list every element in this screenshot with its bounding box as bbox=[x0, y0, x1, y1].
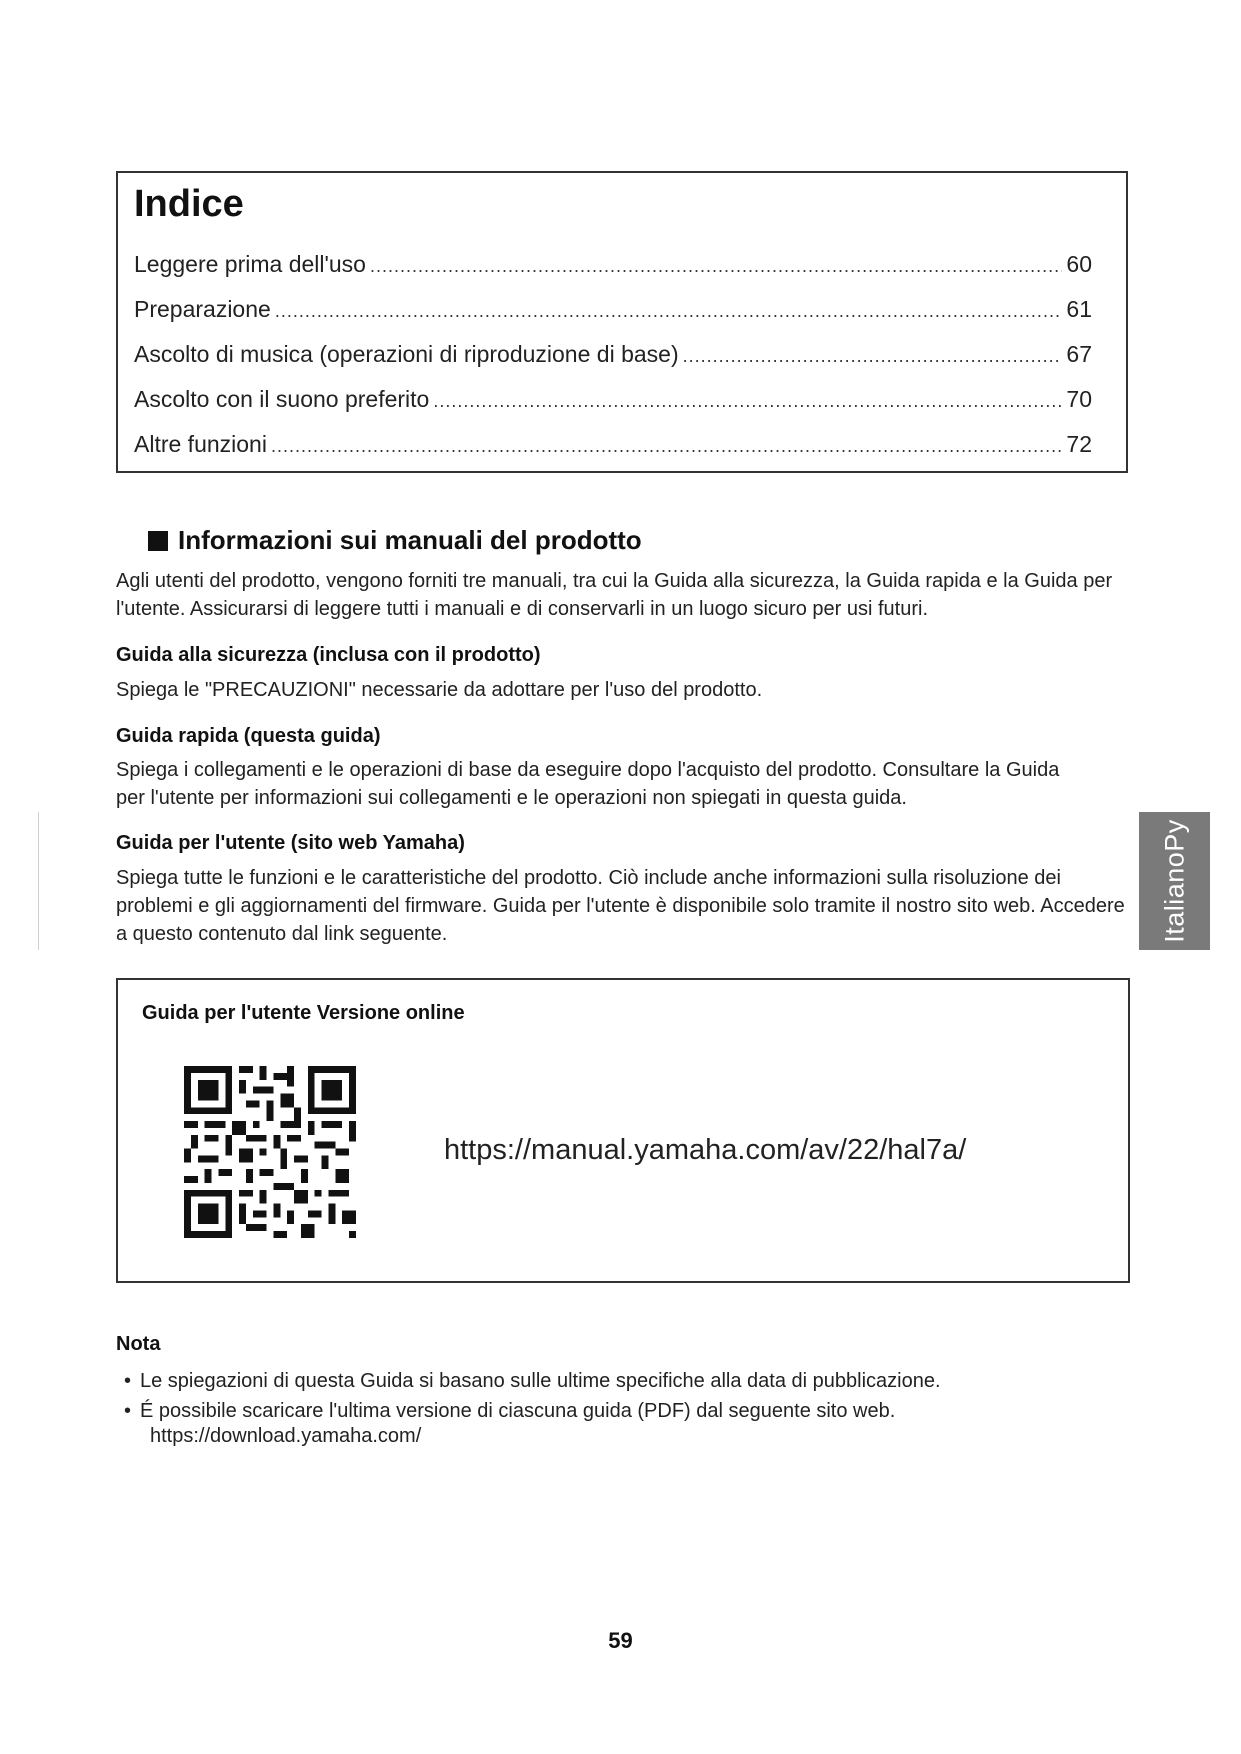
note-item bbox=[124, 1396, 1124, 1426]
qr-code-icon[interactable] bbox=[184, 1066, 356, 1238]
note-item-text: É possibile scaricare l'ultima versione di ciascuna guida (PDF) dal seguente sito web. bbox=[140, 1400, 896, 1422]
online-guide-title: Guida per l'utente Versione online bbox=[142, 1002, 465, 1024]
toc-leader-dots bbox=[275, 301, 1063, 322]
toc-item-label: Altre funzioni bbox=[134, 431, 267, 457]
online-guide-box bbox=[116, 978, 1130, 1283]
download-url[interactable]: https://download.yamaha.com/ bbox=[150, 1425, 422, 1447]
bullet-icon: • bbox=[124, 1400, 132, 1422]
toc-item[interactable] bbox=[134, 386, 1092, 431]
user-guide-text: Spiega tutte le funzioni e le caratteristiche del prodotto. Ciò include anche informazioni sulla risoluzione dei problemi e gli aggiornamenti del firmware. Guida per l'utente è disponibile solo tramite il nostro sito web. Accedere a questo contenuto dal link seguente. bbox=[116, 867, 1125, 945]
toc-item[interactable] bbox=[134, 341, 1092, 386]
toc-item-label: Ascolto con il suono preferito bbox=[134, 386, 430, 412]
toc-item-page: 70 bbox=[1066, 386, 1092, 412]
language-side-tab bbox=[1139, 812, 1210, 950]
margin-line bbox=[38, 812, 39, 950]
toc-item[interactable] bbox=[134, 431, 1092, 476]
toc-title: Indice bbox=[134, 183, 244, 225]
toc-leader-dots bbox=[433, 391, 1062, 412]
safety-guide-text: Spiega le "PRECAUZIONI" necessarie da adottare per l'uso del prodotto. bbox=[116, 679, 763, 701]
toc-list bbox=[134, 251, 1092, 476]
toc-item-page: 60 bbox=[1066, 251, 1092, 277]
toc-item-page: 72 bbox=[1066, 431, 1092, 457]
toc-leader-dots bbox=[370, 256, 1062, 277]
toc-leader-dots bbox=[271, 436, 1062, 457]
toc-item-page: 67 bbox=[1066, 341, 1092, 367]
quick-guide-text: Spiega i collegamenti e le operazioni di base da eseguire dopo l'acquisto del prodotto. Consultare la Guida per l'utente per informazioni sui collegamenti e le operazioni non spiegati in questa guida. bbox=[116, 759, 1060, 809]
toc-item[interactable] bbox=[134, 296, 1092, 341]
toc-item-label: Preparazione bbox=[134, 296, 271, 322]
toc-box bbox=[116, 171, 1128, 473]
square-icon bbox=[148, 531, 168, 551]
page-number: 59 bbox=[608, 1628, 633, 1653]
manuals-intro: Agli utenti del prodotto, vengono forniti tre manuali, tra cui la Guida alla sicurezza, la Guida rapida e la Guida per l'utente. Assicurarsi di leggere tutti i manuali e di conservarli in un luogo sicuro per usi futuri. bbox=[116, 570, 1113, 620]
note-title: Nota bbox=[116, 1333, 161, 1355]
bullet-icon: • bbox=[124, 1370, 132, 1392]
note-list bbox=[124, 1366, 1124, 1426]
note-item bbox=[124, 1366, 1124, 1396]
toc-item-label: Leggere prima dell'uso bbox=[134, 251, 366, 277]
online-guide-url[interactable]: https://manual.yamaha.com/av/22/hal7a/ bbox=[444, 1134, 967, 1166]
quick-guide-title: Guida rapida (questa guida) bbox=[116, 725, 381, 747]
toc-leader-dots bbox=[683, 346, 1063, 367]
toc-item[interactable] bbox=[134, 251, 1092, 296]
toc-item-label: Ascolto di musica (operazioni di riproduzione di base) bbox=[134, 341, 679, 367]
language-side-tab-label: ItalianoPy bbox=[1159, 819, 1189, 943]
toc-item-page: 61 bbox=[1066, 296, 1092, 322]
safety-guide-title: Guida alla sicurezza (inclusa con il prodotto) bbox=[116, 644, 541, 666]
section-heading bbox=[148, 525, 642, 556]
note-item-text: Le spiegazioni di questa Guida si basano sulle ultime specifiche alla data di pubblicazione. bbox=[140, 1370, 941, 1392]
user-guide-title: Guida per l'utente (sito web Yamaha) bbox=[116, 832, 465, 854]
section-heading-text: Informazioni sui manuali del prodotto bbox=[178, 525, 642, 555]
